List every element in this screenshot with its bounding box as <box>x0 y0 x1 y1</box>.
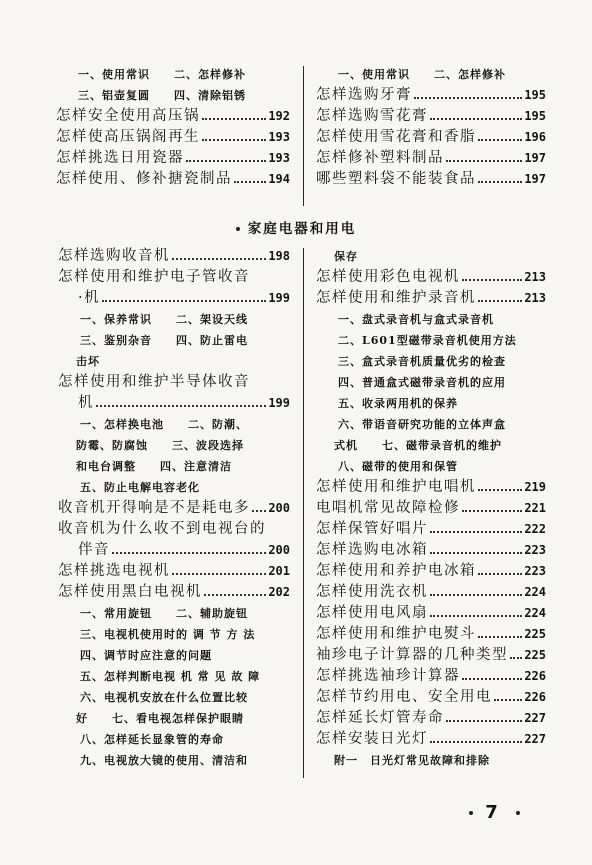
page-number <box>469 802 520 823</box>
toc-entry <box>316 519 546 540</box>
column-divider-bottom <box>303 248 304 778</box>
toc-entry-title: 怎样选购电冰箱 <box>316 542 428 558</box>
page-number-dot-left <box>469 811 473 815</box>
toc-entry-title: 怎样使用和维护电唱机 <box>316 479 476 495</box>
dot-leader <box>234 181 266 183</box>
toc-entry-page: 197 <box>524 151 546 165</box>
toc-entry-title: 哪些塑料袋不能装食品 <box>316 171 476 187</box>
toc-entry <box>316 666 546 687</box>
toc-subtopics: 击坏 <box>76 355 100 368</box>
dot-leader <box>430 118 522 120</box>
dot-leader <box>478 300 522 302</box>
dot-leader <box>252 510 266 512</box>
toc-entry-page: 199 <box>268 396 290 410</box>
toc-column-top-right <box>316 64 546 190</box>
toc-entry <box>56 169 290 190</box>
toc-subtopics: 保存 <box>334 250 358 263</box>
toc-entry-page: 193 <box>268 151 290 165</box>
toc-entry <box>316 729 546 750</box>
toc-entry-title: 怎样挑选日用瓷器 <box>56 150 184 166</box>
dot-leader <box>96 405 266 407</box>
toc-entry-title: 收音机开得响是不是耗电多 <box>58 500 250 516</box>
toc-entry <box>56 148 290 169</box>
toc-entry-title: 怎样选购牙膏 <box>316 87 412 103</box>
toc-entry <box>316 645 546 666</box>
toc-entry <box>316 288 546 309</box>
toc-subtopics: 六、带语音研究功能的立体声盒 <box>338 418 506 431</box>
toc-entry-title: 怎样使用洗衣机 <box>316 584 428 600</box>
toc-entry-title-line: 怎样使用和维护半导体收音 <box>58 374 250 390</box>
toc-entry-title: 怎样安装日光灯 <box>316 731 428 747</box>
dot-leader <box>478 489 522 491</box>
toc-subtopics: 三、电视机使用时的 调 节 方 法 <box>80 628 256 641</box>
dot-leader <box>478 636 522 638</box>
toc-entry-title: 袖珍电子计算器的几种类型 <box>316 647 508 663</box>
toc-column-bottom-right <box>316 246 546 771</box>
toc-entry-page: 213 <box>524 270 546 284</box>
toc-entry-page: 227 <box>524 711 546 725</box>
toc-subtopics: 式机 七、磁带录音机的维护 <box>334 439 502 452</box>
toc-subtopics: 一、使用常识 二、怎样修补 <box>338 68 506 81</box>
toc-subtopics: 一、使用常识 二、怎样修补 <box>78 68 246 81</box>
dot-leader <box>446 160 522 162</box>
toc-entry-title: 伴音 <box>78 542 110 558</box>
toc-entry-page: 213 <box>524 291 546 305</box>
toc-entry <box>316 561 546 582</box>
toc-entry-page: 226 <box>524 669 546 683</box>
dot-leader <box>430 615 522 617</box>
toc-subtopics: 六、电视机安放在什么位置比较 <box>80 691 248 704</box>
toc-entry-page: 222 <box>524 522 546 536</box>
toc-subtopics: 附一 日光灯常见故障和排除 <box>334 754 490 767</box>
column-divider-top <box>303 66 304 206</box>
page-number-dot-right <box>516 811 520 815</box>
toc-subtopics: 五、收录两用机的保养 <box>338 397 458 410</box>
toc-entry-page: 223 <box>524 564 546 578</box>
bullet-dot <box>236 227 240 231</box>
toc-entry-page: 193 <box>268 130 290 144</box>
toc-entry-page: 196 <box>524 130 546 144</box>
dot-leader <box>494 699 522 701</box>
toc-entry-page: 226 <box>524 690 546 704</box>
toc-entry-title: 怎样使用黑白电视机 <box>58 584 202 600</box>
dot-leader <box>446 720 522 722</box>
toc-subtopics: 一、保养常识 二、架设天线 <box>80 313 248 326</box>
dot-leader <box>462 510 522 512</box>
toc-entry-page: 195 <box>524 88 546 102</box>
dot-leader <box>430 741 522 743</box>
toc-entry-page: 223 <box>524 543 546 557</box>
toc-entry <box>58 498 290 519</box>
toc-entry-page: 200 <box>268 501 290 515</box>
toc-entry <box>56 106 290 127</box>
toc-entry-page: 195 <box>524 109 546 123</box>
toc-entry <box>316 148 546 169</box>
toc-entry-title: 怎样使用和维护录音机 <box>316 290 476 306</box>
toc-entry <box>58 246 290 267</box>
toc-entry-page: 199 <box>268 291 290 305</box>
toc-entry <box>316 477 546 498</box>
toc-entry-page: 198 <box>268 249 290 263</box>
toc-entry-title: 怎样挑选电视机 <box>58 563 170 579</box>
toc-entry <box>316 540 546 561</box>
toc-entry-title: 怎样使用电风扇 <box>316 605 428 621</box>
toc-subtopics: 一、怎样换电池 二、防潮、 <box>80 418 248 431</box>
toc-entry <box>316 603 546 624</box>
toc-entry-title-line: 怎样使用和维护电子管收音 <box>58 269 250 285</box>
toc-entry-title: 怎样选购雪花膏 <box>316 108 428 124</box>
toc-entry-title: 机 <box>78 395 94 411</box>
toc-entry-page: 200 <box>268 543 290 557</box>
toc-entry-page: 227 <box>524 732 546 746</box>
toc-entry <box>316 582 546 603</box>
toc-entry-title: 怎样延长灯管寿命 <box>316 710 444 726</box>
toc-entry-title: 怎样使用彩色电视机 <box>316 269 460 285</box>
toc-subtopics: 一、盘式录音机与盒式录音机 <box>338 313 494 326</box>
section-heading <box>0 217 592 237</box>
dot-leader <box>478 139 522 141</box>
toc-entry <box>316 106 546 127</box>
toc-subtopics: 三、铝壶复圆 四、清除铝锈 <box>78 89 246 102</box>
toc-entry-page: 224 <box>524 585 546 599</box>
dot-leader <box>186 160 266 162</box>
toc-entry-title: 怎样使高压锅阁再生 <box>56 129 200 145</box>
toc-subtopics: 五、怎样判断电视 机 常 见 故 障 <box>80 670 261 683</box>
toc-entry-title: 怎样保管好唱片 <box>316 521 428 537</box>
toc-entry-title: 怎样使用和养护电冰箱 <box>316 563 476 579</box>
toc-entry <box>316 127 546 148</box>
toc-entry <box>316 624 546 645</box>
toc-subtopics: 九、电视放大镜的使用、清洁和 <box>80 754 248 767</box>
toc-subtopics: 五、防止电解电容老化 <box>80 481 200 494</box>
toc-entry-title: 电唱机常见故障检修 <box>316 500 460 516</box>
toc-entry-title-line: 收音机为什么收不到电视台的 <box>58 521 266 537</box>
toc-entry-title: 怎样使用和维护电熨斗 <box>316 626 476 642</box>
toc-column-bottom-left <box>58 246 290 771</box>
toc-entry <box>316 498 546 519</box>
toc-entry <box>316 85 546 106</box>
toc-entry-page: 219 <box>524 480 546 494</box>
toc-entry-page: 192 <box>268 109 290 123</box>
toc-entry <box>58 288 290 309</box>
toc-entry <box>316 708 546 729</box>
toc-subtopics: 二、L601型磁带录音机使用方法 <box>338 334 517 347</box>
toc-subtopics: 三、鉴别杂音 四、防止雷电 <box>80 334 248 347</box>
dot-leader <box>202 118 266 120</box>
toc-entry-title: 怎样选购收音机 <box>58 248 170 264</box>
section-heading-text: 家庭电器和用电 <box>247 221 357 237</box>
toc-entry-title: 怎样安全使用高压锅 <box>56 108 200 124</box>
toc-entry <box>316 267 546 288</box>
toc-entry-page: 225 <box>524 648 546 662</box>
toc-subtopics: 好 七、看电视怎样保护眼睛 <box>76 712 244 725</box>
toc-entry <box>56 127 290 148</box>
toc-entry-page: 197 <box>524 172 546 186</box>
toc-entry-page: 202 <box>268 585 290 599</box>
toc-subtopics: 四、调节时应注意的问题 <box>80 649 212 662</box>
toc-entry <box>58 561 290 582</box>
toc-entry-page: 221 <box>524 501 546 515</box>
dot-leader <box>430 552 522 554</box>
toc-subtopics: 八、怎样延长显象管的寿命 <box>80 733 224 746</box>
dot-leader <box>478 181 522 183</box>
dot-leader <box>478 573 522 575</box>
dot-leader <box>172 573 266 575</box>
toc-subtopics: 和电台调整 四、注意清洁 <box>76 460 232 473</box>
toc-column-top-left <box>56 64 290 190</box>
toc-entry <box>58 393 290 414</box>
toc-entry-page: 224 <box>524 606 546 620</box>
toc-entry-title: 怎样修补塑料制品 <box>316 150 444 166</box>
toc-entry-page: 194 <box>268 172 290 186</box>
dot-leader <box>202 139 266 141</box>
dot-leader <box>102 300 266 302</box>
toc-entry <box>316 169 546 190</box>
toc-entry <box>58 582 290 603</box>
toc-entry-title: 怎样使用、修补搪瓷制品 <box>56 171 232 187</box>
toc-subtopics: 三、盒式录音机质量优劣的检查 <box>338 355 506 368</box>
toc-entry-page: 201 <box>268 564 290 578</box>
dot-leader <box>172 258 266 260</box>
dot-leader <box>414 97 522 99</box>
toc-subtopics: 一、常用旋钮 二、辅助旋钮 <box>80 607 248 620</box>
toc-entry <box>58 540 290 561</box>
dot-leader <box>112 552 266 554</box>
toc-subtopics: 防霉、防腐蚀 三、波段选择 <box>76 439 244 452</box>
toc-subtopics: 八、磁带的使用和保管 <box>338 460 458 473</box>
toc-entry-title: ·机 <box>78 290 101 306</box>
page-number-text: 7 <box>485 802 504 823</box>
dot-leader <box>430 531 522 533</box>
dot-leader <box>462 279 522 281</box>
toc-entry <box>316 687 546 708</box>
toc-subtopics: 四、普通盒式磁带录音机的应用 <box>338 376 506 389</box>
dot-leader <box>510 657 522 659</box>
dot-leader <box>204 594 266 596</box>
toc-entry-page: 225 <box>524 627 546 641</box>
dot-leader <box>430 594 522 596</box>
toc-entry-title: 怎样使用雪花膏和香脂 <box>316 129 476 145</box>
toc-entry-title: 怎样挑选袖珍计算器 <box>316 668 460 684</box>
dot-leader <box>462 678 522 680</box>
toc-entry-title: 怎样节约用电、安全用电 <box>316 689 492 705</box>
